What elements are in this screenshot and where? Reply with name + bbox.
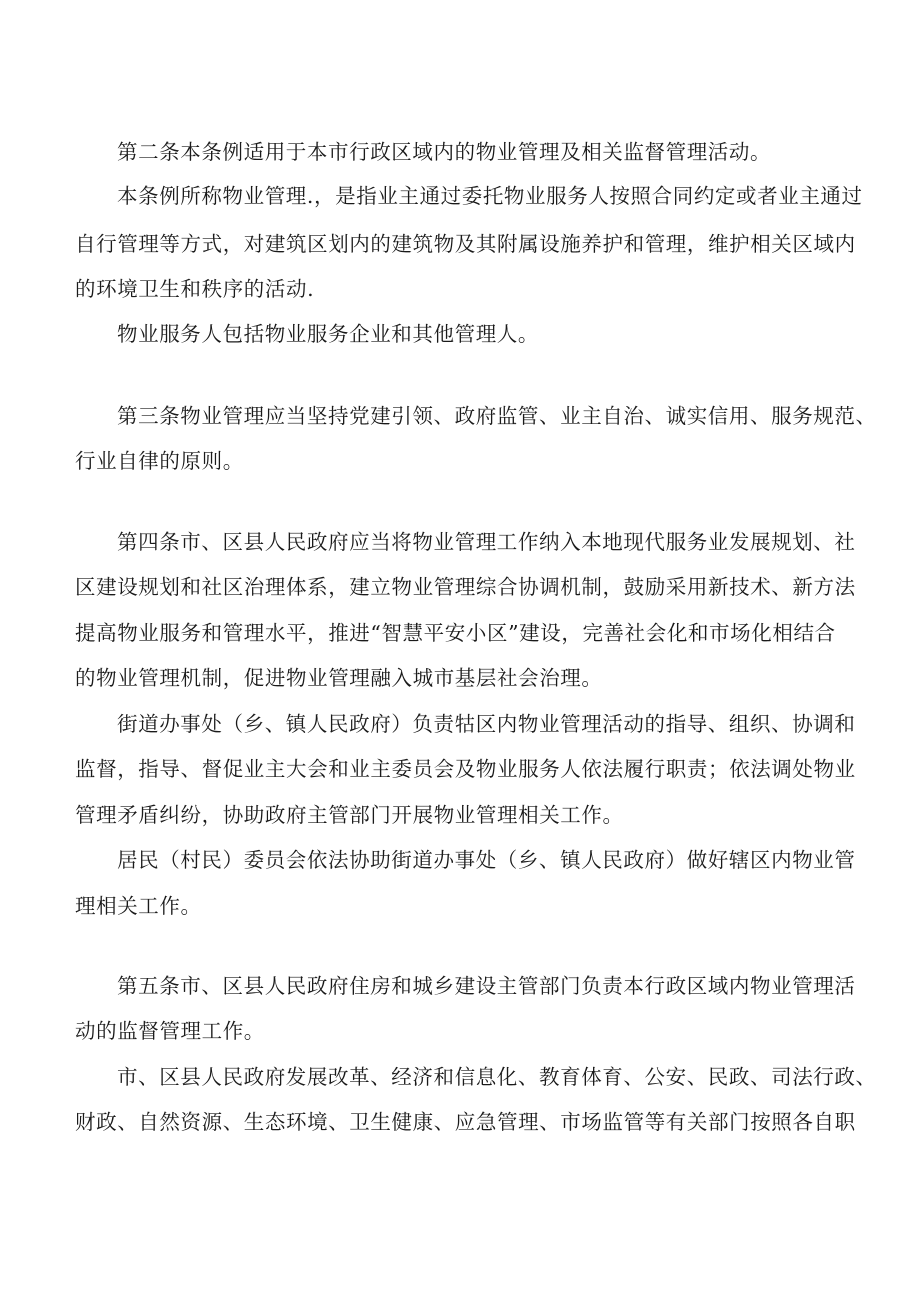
article-5-line-2: 动的监督管理工作。 bbox=[75, 1019, 265, 1043]
article-3-line-1: 第三条物业管理应当坚持党建引领、政府监管、业主自治、诚实信用、服务规范、 bbox=[117, 404, 877, 428]
article-5-line-1: 第五条市、区县人民政府住房和城乡建设主管部门负责本行政区域内物业管理活 bbox=[117, 974, 856, 998]
article-5-line-4: 财政、自然资源、生态环境、卫生健康、应急管理、市场监管等有关部门按照各自职 bbox=[75, 1110, 856, 1134]
article-4-line-2: 区建设规划和社区治理体系，建立物业管理综合协调机制，鼓励采用新技术、新方法 bbox=[75, 575, 856, 599]
article-2-line-3: 自行管理等方式，对建筑区划内的建筑物及其附属设施养护和管理，维护相关区域内 bbox=[75, 232, 856, 256]
article-4-line-8: 居民（村民）委员会依法协助街道办事处（乡、镇人民政府）做好辖区内物业管 bbox=[117, 848, 856, 872]
article-2-line-4: 的环境卫生和秩序的活动. bbox=[75, 277, 315, 301]
article-4-line-3: 提高物业服务和管理水平，推进“智慧平安小区”建设，完善社会化和市场化相结合 bbox=[75, 621, 836, 645]
article-4-line-4: 的物业管理机制，促进物业管理融入城市基层社会治理。 bbox=[75, 666, 603, 690]
article-3-line-2: 行业自律的原则。 bbox=[75, 449, 244, 473]
article-4-line-1: 第四条市、区县人民政府应当将物业管理工作纳入本地现代服务业发展规划、社 bbox=[117, 530, 856, 554]
article-2-line-2: 本条例所称物业管理.，是指业主通过委托物业服务人按照合同约定或者业主通过 bbox=[117, 184, 863, 208]
article-2-line-1: 第二条本条例适用于本市行政区域内的物业管理及相关监督管理活动。 bbox=[117, 140, 772, 164]
article-4-line-6: 监督，指导、督促业主大会和业主委员会及物业服务人依法履行职责；依法调处物业 bbox=[75, 757, 856, 781]
article-5-line-3: 市、区县人民政府发展改革、经济和信息化、教育体育、公安、民政、司法行政、 bbox=[117, 1065, 877, 1089]
article-4-line-5: 街道办事处（乡、镇人民政府）负责牯区内物业管理活动的指导、组织、协调和 bbox=[117, 712, 856, 736]
article-2-line-5: 物业服务人包括物业服务企业和其他管理人。 bbox=[117, 322, 539, 346]
article-4-line-9: 理相关工作。 bbox=[75, 894, 202, 918]
article-4-line-7: 管理矛盾纠纷，协助政府主管部门开展物业管理相关工作。 bbox=[75, 803, 624, 827]
